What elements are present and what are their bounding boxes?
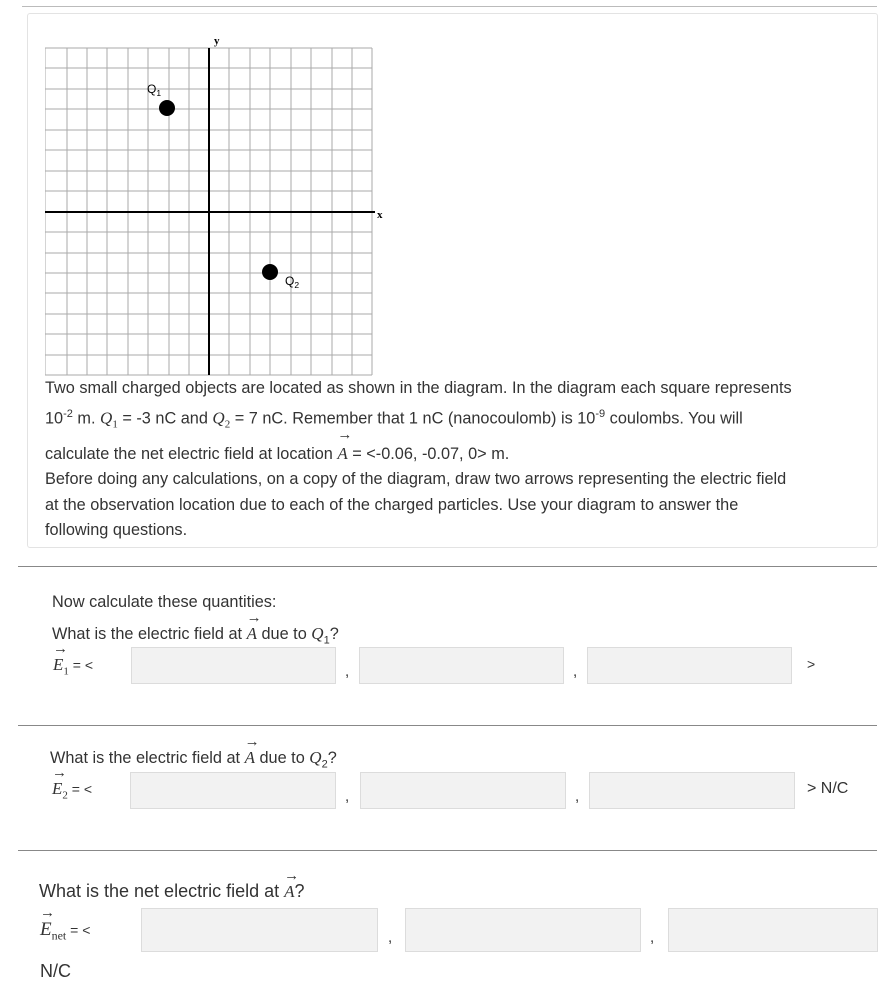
problem-line-3: calculate the net electric field at location → A = <-0.06, -0.07, 0> m. xyxy=(45,441,860,468)
enet-unit: N/C xyxy=(40,961,71,981)
field-e1-label: → $E_1$ = < xyxy=(53,655,93,677)
enet-z-input[interactable] xyxy=(668,908,878,952)
field-e2-label: → $E_2$ = < xyxy=(52,779,92,801)
part2-question: What is the electric field at → A due to $Q_2$? xyxy=(50,748,337,770)
e1-y-input[interactable] xyxy=(359,647,564,684)
charge-q1-dot xyxy=(159,100,175,116)
part3-question: What is the net electric field at → A? xyxy=(39,881,305,902)
part1-question: What is the electric field at → A due to $Q_1$? xyxy=(52,624,339,646)
section-divider-1 xyxy=(18,566,877,567)
charge-q1-label: $Q_1$ xyxy=(147,82,162,98)
charge-q2-label: $Q_2$ xyxy=(285,274,300,290)
section-divider-2 xyxy=(18,725,877,726)
comma-2: , xyxy=(573,663,578,680)
e2-y-input[interactable] xyxy=(360,772,566,809)
charge-diagram xyxy=(45,32,385,379)
field-enet-label: → $E_{net}$ = < xyxy=(40,919,90,943)
e1-z-input[interactable] xyxy=(587,647,792,684)
part1-intro: Now calculate these quantities: xyxy=(52,593,277,611)
y-axis-label: y xyxy=(214,35,220,47)
problem-statement xyxy=(45,376,860,544)
problem-line-2: $10^{-2}$ m. $Q_1 = -3$ nC and $Q_2 = 7$ nC. Remember that 1 nC (nanocoulomb) is $10^{-9}$ coulombs. You will xyxy=(45,407,743,431)
comma-6: , xyxy=(650,929,655,946)
location-a-symbol: → A xyxy=(337,441,347,467)
comma-4: , xyxy=(575,788,580,805)
charge-q2-dot xyxy=(262,264,278,280)
problem-line-6: following questions. xyxy=(45,521,188,540)
x-axis-label: x xyxy=(377,209,383,221)
comma-1: , xyxy=(345,663,350,680)
section-divider-3 xyxy=(18,850,877,851)
comma-3: , xyxy=(345,788,350,805)
enet-y-input[interactable] xyxy=(405,908,641,952)
problem-line-4: Before doing any calculations, on a copy of the diagram, draw two arrows representing the electric field xyxy=(45,470,787,489)
problem-line-1: Two small charged objects are located as shown in the diagram. In the diagram each square represents xyxy=(45,379,792,397)
e1-x-input[interactable] xyxy=(131,647,336,684)
problem-line-5: at the observation location due to each of the charged particles. Use your diagram to answer the xyxy=(45,495,739,514)
e1-close-bracket: > xyxy=(807,656,816,672)
e2-x-input[interactable] xyxy=(130,772,336,809)
enet-x-input[interactable] xyxy=(141,908,378,952)
e2-z-input[interactable] xyxy=(589,772,795,809)
e2-close-unit: > N/C xyxy=(807,780,849,797)
comma-5: , xyxy=(388,929,393,946)
top-divider xyxy=(22,6,877,7)
problem-card xyxy=(27,13,878,548)
